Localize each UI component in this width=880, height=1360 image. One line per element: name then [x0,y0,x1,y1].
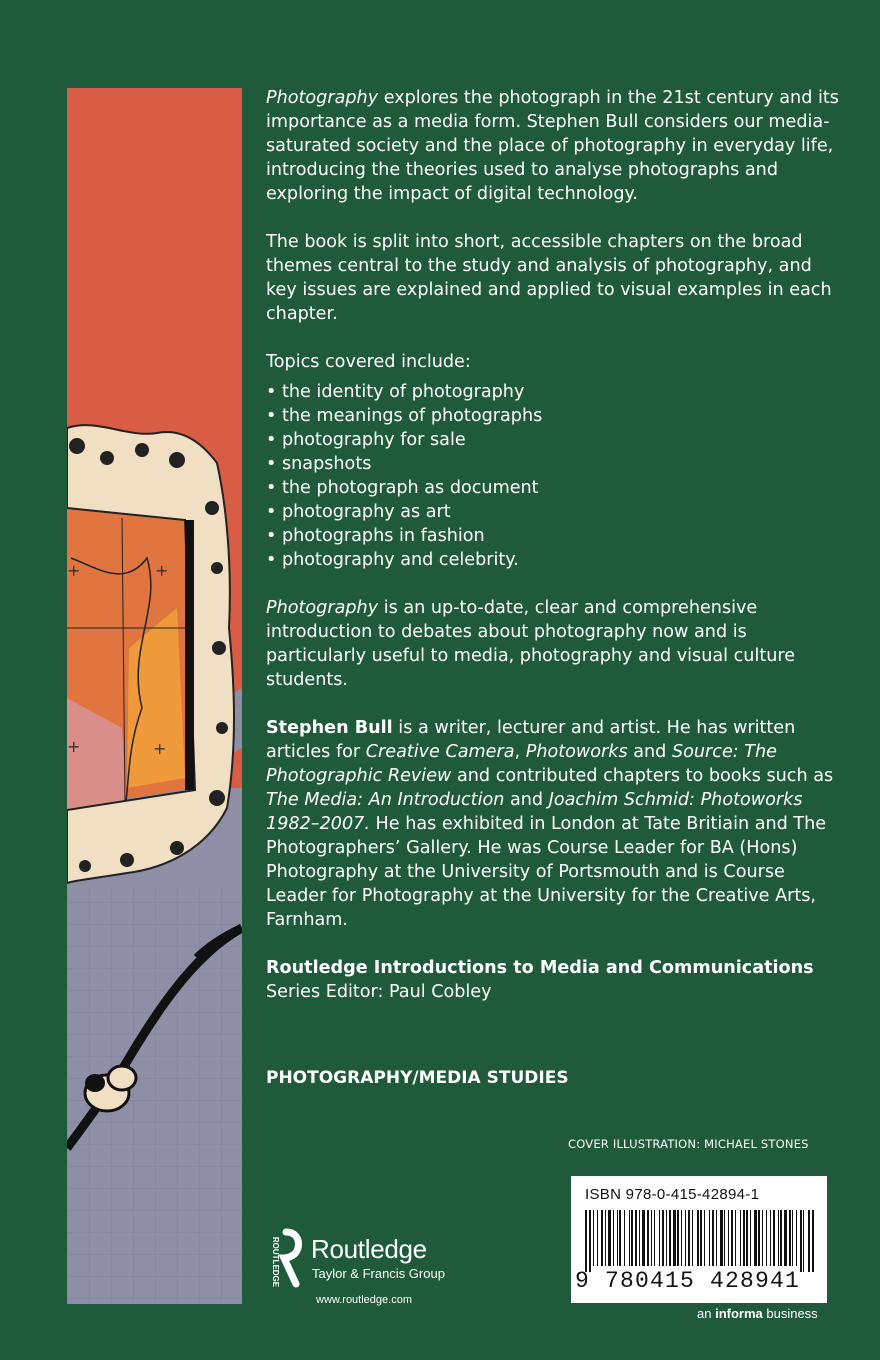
author-bio-text: is a writer, lecturer and artist. He has written articles for [266,718,796,762]
series-editor: Series Editor: Paul Cobley [266,982,492,1002]
book-title: Photography [266,88,379,108]
barcode-bar [697,1210,699,1266]
topic-item: • photography and celebrity. [266,550,519,570]
barcode-bar [746,1210,748,1266]
illustration-drawing [67,88,242,1304]
barcode-bar [654,1210,655,1266]
publisher-block [262,1212,462,1312]
barcode-bar [585,1210,587,1272]
svg-text:+: + [153,739,167,758]
barcode-bar [608,1210,611,1266]
barcode-bar [762,1210,763,1266]
barcode-bar [605,1210,606,1266]
barcode-bar [778,1210,779,1266]
barcode-bar [589,1210,591,1272]
barcode-bar [770,1210,771,1266]
publisher-name: Routledge [311,1234,427,1264]
tagline-suffix: business [762,1306,818,1321]
barcode-bar [735,1210,736,1266]
blurb-paragraph-1 [266,86,846,206]
barcode-bar [681,1210,682,1266]
blurb-paragraph-4-text: is an up-to-date, clear and comprehensive introduction to debates about photography now and is particularly useful to media, photography and visual culture students. [266,598,796,690]
publication-title: The Media: An Introduction [266,790,505,810]
blurb-paragraph-4 [266,596,846,692]
publication-title: Joachim Schmid: Photoworks 1982–2007. [266,790,803,834]
author-bio-text: He has exhibited in London at Tate Britiain and The Photographers’ Gallery. He was Course Leader for BA (Hons) Photography at the University of Portsmouth and is Course Leader for Photography at the University for the Creative Arts, Farnham. [266,814,827,930]
barcode-bar [619,1210,621,1266]
author-bio-text: , [514,742,526,762]
barcode-bar [642,1210,645,1266]
barcode-bar [766,1210,767,1266]
svg-text:+: + [67,737,81,756]
barcode-bar [593,1210,594,1266]
cover-illustration [67,88,242,1304]
barcode-bar [704,1210,705,1266]
barcode-bar [812,1210,814,1272]
tagline-brand: informa [715,1306,763,1321]
barcode-bar [639,1210,640,1266]
topic-item: • the photograph as document [266,478,539,498]
routledge-logo-icon [262,1226,302,1298]
blurb-text-column [266,86,846,1004]
barcode-bar [631,1210,633,1266]
barcode-bar [728,1210,729,1266]
topic-item: • photographs in fashion [266,526,485,546]
barcode-bar [617,1210,618,1266]
barcode-bar [613,1210,614,1266]
barcode-digits: 9 780415 428941 [575,1268,801,1294]
topics-list [266,380,846,572]
book-title-repeat: Photography [266,598,379,618]
blurb-paragraph-1-text: explores the photograph in the 21st century and its importance as a media form. Stephen Bull considers our media-saturated society and the place of photography in everyday life, introducing the theories used to analyse photographs and exploring the impact of digital technology. [266,88,839,204]
barcode-bar [716,1210,717,1266]
barcode-bar [685,1210,686,1266]
barcode-bar [669,1210,671,1266]
barcode-bar [659,1210,660,1266]
barcode-bar [724,1210,725,1266]
publisher-url[interactable]: www.routledge.com [316,1294,412,1306]
informa-tagline [697,1306,818,1321]
author-bio [266,716,846,932]
barcode-bar [601,1210,603,1266]
barcode-bar [709,1210,710,1266]
topic-item: • photography for sale [266,430,466,450]
barcode-bar [784,1210,787,1266]
barcode-bar [673,1210,676,1266]
barcode-bar [743,1210,745,1266]
barcode-bar [720,1210,723,1266]
barcode-bar [789,1210,791,1266]
publication-title: Creative Camera [365,742,515,762]
barcode-bar [635,1210,637,1266]
barcode-bar [792,1210,793,1266]
barcode-bar [780,1210,782,1266]
barcode-bar [677,1210,679,1266]
barcode-bar [624,1210,625,1266]
barcode-bar [731,1210,733,1266]
barcode-bar [750,1210,751,1266]
author-name: Stephen Bull [266,718,393,738]
series-title: Routledge Introductions to Media and Communications [266,958,814,978]
barcode-bar [796,1210,797,1266]
barcode-bar [688,1210,690,1266]
blurb-paragraph-2: The book is split into short, accessible chapters on the broad themes central to the study and analysis of photography, and key issues are explained and applied to visual examples in each chapter. [266,232,832,324]
barcode-bar [692,1210,693,1266]
isbn-barcode [571,1176,827,1303]
barcode-bar [740,1210,741,1266]
barcode-bar [629,1210,630,1266]
author-bio-text: and [504,790,549,810]
author-bio-text: and contributed chapters to books such as [451,766,834,786]
topics-intro: Topics covered include: [266,352,471,372]
barcode-bar [651,1210,652,1266]
barcode-bar [803,1210,804,1272]
author-bio-text: and [627,742,672,762]
barcode-bar [647,1210,649,1266]
publisher-group: Taylor & Francis Group [312,1266,445,1281]
barcode-bar [808,1210,810,1272]
barcode-bar [800,1210,802,1272]
routledge-logo-text: ROUTLEDGE [271,1236,280,1288]
barcode-bar [700,1210,702,1266]
publication-title: Source: The Photographic Review [266,742,778,786]
subject-category: PHOTOGRAPHY/MEDIA STUDIES [266,1068,569,1088]
illustration-credit: COVER ILLUSTRATION: MICHAEL STONES [568,1137,809,1151]
tagline-prefix: an [697,1306,716,1321]
topic-item: • the identity of photography [266,382,525,402]
barcode-bar [712,1210,714,1266]
svg-text:+: + [67,561,81,580]
svg-text:+: + [155,561,169,580]
topic-item: • snapshots [266,454,372,474]
barcode-bar [773,1210,775,1266]
barcode-bars [585,1210,815,1272]
barcode-bar [597,1210,598,1266]
publication-title: Photoworks [525,742,628,762]
isbn-number: ISBN 978-0-415-42894-1 [585,1186,760,1203]
barcode-bar [666,1210,667,1266]
topic-item: • photography as art [266,502,451,522]
barcode-bar [758,1210,760,1266]
barcode-bar [754,1210,757,1266]
topic-item: • the meanings of photographs [266,406,543,426]
barcode-bar [662,1210,664,1266]
